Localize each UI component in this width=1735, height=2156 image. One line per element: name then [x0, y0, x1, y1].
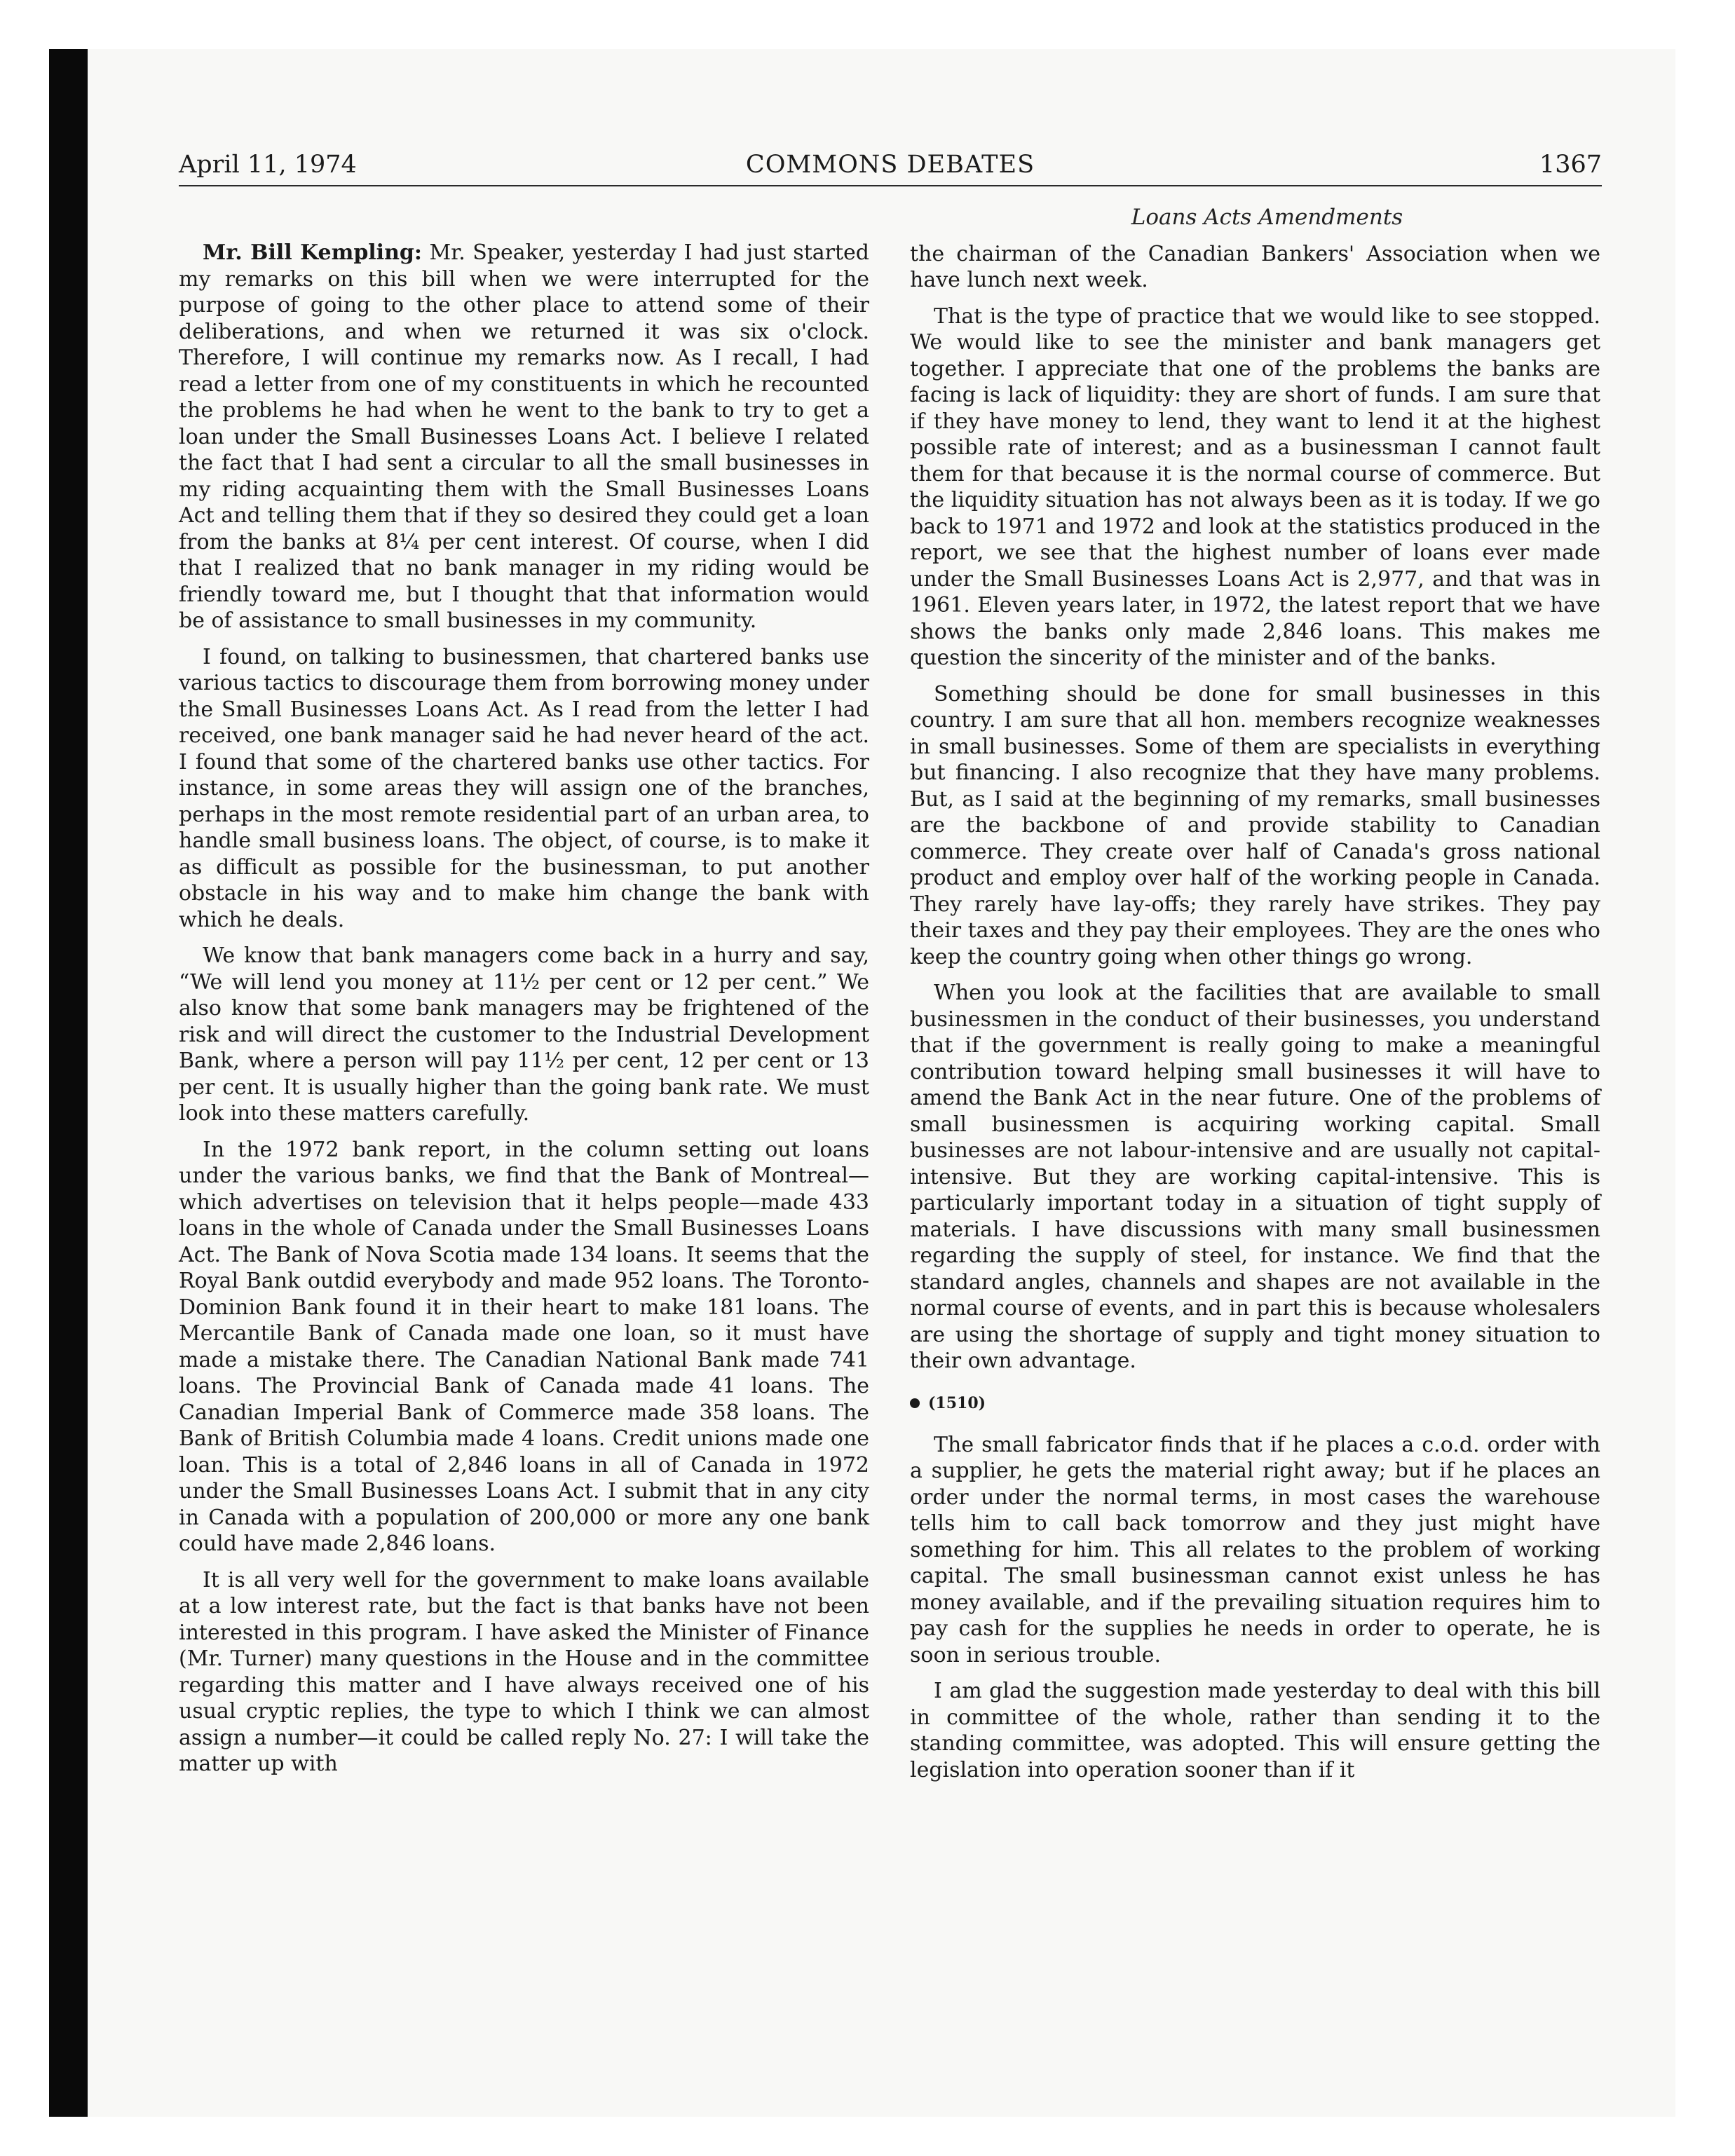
- paragraph-4: In the 1972 bank report, in the column setting out loans under the various banks, we find that the Bank of Montreal—which advertises on television that it helps people—made 433 loans in the whole of Canada under the Small Businesses Loans Act. The Bank of Nova Scotia made 134 loans. It seems that the Royal Bank outdid everybody and made 952 loans. The Toronto-Dominion Bank found it in their heart to make 181 loans. The Mercantile Bank of Canada made one loan, so it must have made a mistake there. The Canadian National Bank made 741 loans. The Provincial Bank of Canada made 41 loans. The Canadian Imperial Bank of Commerce made 358 loans. The Bank of British Columbia made 4 loans. Credit unions made one loan. This is a total of 2,846 loans in all of Canada in 1972 under the Small Businesses Loans Act. I submit that in any city in Canada with a population of 200,000 or more any one bank could have made 2,846 loans.: [179, 1137, 869, 1556]
- paragraph-11: I am glad the suggestion made yesterday to deal with this bill in committee of the whole, rather than sending it to the standing committee, was adopted. This will ensure getting the legislation into operation sooner than if it: [910, 1679, 1600, 1782]
- paragraph-1-text: Mr. Speaker, yesterday I had just started my remarks on this bill when we were interrupted for the purpose of going to the other place to attend some of their deliberations, and when we returned it was six o'clock. Therefore, I will continue my remarks now. As I recall, I had read a letter from one of my constituents in which he recounted the problems he had when he went to the bank to try to get a loan under the Small Businesses Loans Act. I believe I related the fact that I had sent a circular to all the small businesses in my riding acquainting them with the Small Businesses Loans Act and telling them that if they so desired they could get a loan from the banks at 8¼ per cent interest. Of course, when I did that I realized that no bank manager in my riding would be friendly toward me, but I thought that that information would be of assistance to small businesses in my community.: [179, 240, 869, 633]
- paragraph-9: When you look at the facilities that are available to small businessmen in the conduct of their businesses, you understand that if the government is really going to make a meaningful contribution toward helping small businesses it will have to amend the Bank Act in the near future. One of the problems of small businessmen is acquiring working capital. Small businesses are not labour-intensive and are usually not capital-intensive. But they are working capital-intensive. This is particularly important today in a situation of tight supply of materials. I have discussions with many small businessmen regarding the supply of steel, for instance. We find that the standard angles, channels and shapes are not available in the normal course of events, and in part this is because wholesalers are using the shortage of supply and tight money situation to their own advantage.: [910, 981, 1600, 1373]
- paragraph-7: That is the type of practice that we would like to see stopped. We would like to see the minister and bank managers get together. I appreciate that one of the problems the banks are facing is lack of liquidity: they are short of funds. I am sure that if they have money to lend, they want to lend it at the highest possible rate of interest; and as a businessman I cannot fault them for that because it is the normal course of commerce. But the liquidity situation has not always been as it is today. If we go back to 1971 and 1972 and look at the statistics produced in the report, we see that the highest number of loans ever made under the Small Businesses Loans Act is 2,977, and that was in 1961. Eleven years later, in 1972, the latest report that we have shows the banks only made 2,846 loans. This makes me question the sincerity of the minister and of the banks.: [910, 303, 1600, 670]
- header-title: COMMONS DEBATES: [745, 151, 1035, 179]
- paragraph-2: I found, on talking to businessmen, that chartered banks use various tactics to discourage them from borrowing money under the Small Businesses Loans Act. As I read from the letter I had received, one bank manager said he had never heard of the act. I found that some of the chartered banks use other tactics. For instance, in some areas they will assign one of the branches, perhaps in the most remote residential part of an urban area, to handle small business loans. The object, of course, is to make it as difficult as possible for the businessman, to put another obstacle in his way and to make him change the bank with which he deals.: [179, 644, 869, 932]
- paragraph-8: Something should be done for small businesses in this country. I am sure that all hon. members recognize weaknesses in small businesses. Some of them are specialists in everything but financing. I also recognize that they have many problems. But, as I said at the beginning of my remarks, small businesses are the backbone of and provide stability to Canadian commerce. They create over half of Canada's gross national product and employ over half of the working people in Canada. They rarely have lay-offs; they rarely have strikes. They pay their taxes and they pay their employees. They are the ones who keep the country going when other things go wrong.: [910, 681, 1600, 969]
- right-column: [910, 205, 1600, 1793]
- bullet-icon: [910, 1398, 920, 1408]
- paragraph-1: [179, 240, 869, 634]
- header-page-number: 1367: [1539, 151, 1602, 179]
- paragraph-3: We know that bank managers come back in a hurry and say, “We will lend you money at 11½ per cent or 12 per cent.” We also know that some bank managers may be frightened of the risk and will direct the customer to the Industrial Development Bank, where a person will pay 11½ per cent, 12 per cent or 13 per cent. It is usually higher than the going bank rate. We must look into these matters carefully.: [179, 943, 869, 1126]
- time-marker: [910, 1393, 1600, 1414]
- header-date: April 11, 1974: [179, 151, 357, 179]
- time-marker-code: (1510): [928, 1393, 986, 1412]
- page-header: [179, 147, 1602, 186]
- paragraph-5: It is all very well for the government to make loans available at a low interest rate, but the fact is that banks have not been interested in this program. I have asked the Minister of Finance (Mr. Turner) many questions in the House and in the committee regarding this matter and I have always received one of his usual cryptic replies, the type to which I think we can almost assign a number—it could be called reply No. 27: I will take the matter up with: [179, 1567, 869, 1776]
- speaker-name: Mr. Bill Kempling:: [203, 240, 422, 265]
- scan-edge-border: [49, 49, 88, 2117]
- left-column: [179, 240, 869, 1787]
- paragraph-6: the chairman of the Canadian Bankers' Association when we have lunch next week.: [910, 241, 1600, 292]
- running-head: Loans Acts Amendments: [1131, 205, 1403, 230]
- paragraph-10: The small fabricator finds that if he places a c.o.d. order with a supplier, he gets the material right away; but if he places an order under the normal terms, in most cases the warehouse tells him to call back tomorrow and they just might have something for him. This all relates to the problem of working capital. The small businessman cannot exist unless he has money available, and if the prevailing situation requires him to pay cash for the supplies he needs in order to operate, he is soon in serious trouble.: [910, 1432, 1600, 1667]
